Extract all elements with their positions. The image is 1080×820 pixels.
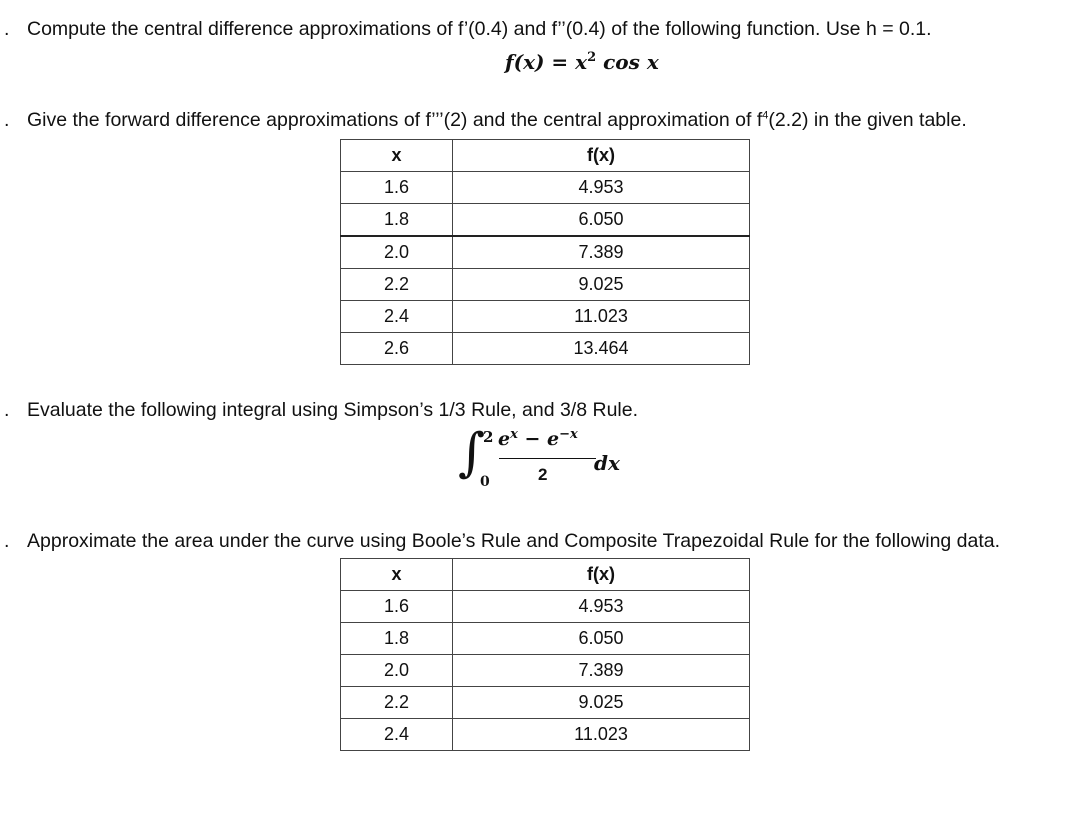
- table-row: [341, 301, 750, 333]
- question-2-text-before: Give the forward difference approximations of f’’’(2) and the central approximation of f: [27, 109, 763, 131]
- table-q2-header-fx: f(x): [453, 140, 750, 172]
- numerator-exp-2: −x: [559, 427, 578, 442]
- table-cell-fx: 13.464: [453, 333, 750, 365]
- table-cell-fx: 4.953: [453, 172, 750, 204]
- table-row: [341, 719, 750, 751]
- question-2-marker: .: [4, 109, 10, 131]
- table-cell-fx: 11.023: [453, 301, 750, 333]
- table-cell-x: 1.8: [341, 623, 453, 655]
- formula-rhs: cos x: [596, 50, 659, 74]
- integral-numerator: [498, 427, 578, 450]
- formula-exponent: 2: [587, 50, 597, 65]
- table-q2: [340, 139, 750, 365]
- question-1-marker: .: [4, 18, 10, 40]
- table-cell-fx: 7.389: [453, 655, 750, 687]
- numerator-exp-1: x: [510, 427, 518, 442]
- function-formula: [505, 50, 659, 74]
- table-cell-x: 1.8: [341, 204, 453, 237]
- integral-lower-limit: 0: [480, 474, 490, 490]
- question-4-text: Approximate the area under the curve using Boole’s Rule and Composite Trapezoidal Rule for the following data.: [27, 530, 1001, 552]
- question-2-text-after: (2.2) in the given table.: [768, 109, 967, 131]
- question-3-marker: .: [4, 399, 10, 421]
- table-row: [341, 172, 750, 204]
- question-2-text: [27, 109, 967, 132]
- table-cell-fx: 11.023: [453, 719, 750, 751]
- table-cell-x: 2.0: [341, 236, 453, 269]
- table-q4-header-x: x: [341, 559, 453, 591]
- table-cell-x: 2.4: [341, 719, 453, 751]
- fraction-bar: [499, 458, 596, 459]
- table-cell-x: 2.2: [341, 269, 453, 301]
- integral-sign: ∫: [458, 423, 486, 483]
- table-cell-fx: 9.025: [453, 687, 750, 719]
- table-cell-fx: 7.389: [453, 236, 750, 269]
- table-row: [341, 687, 750, 719]
- table-row: [341, 591, 750, 623]
- table-cell-fx: 6.050: [453, 623, 750, 655]
- table-q4-header-fx: f(x): [453, 559, 750, 591]
- table-cell-x: 2.0: [341, 655, 453, 687]
- numerator-operator: −: [517, 428, 548, 450]
- table-row: [341, 333, 750, 365]
- question-1-text: Compute the central difference approximations of f’(0.4) and f’’(0.4) of the following function. Use h = 0.1.: [27, 18, 932, 40]
- table-q4-header-row: [341, 559, 750, 591]
- question-3-text: Evaluate the following integral using Simpson’s 1/3 Rule, and 3/8 Rule.: [27, 399, 639, 421]
- formula-lhs: f(x) = x: [505, 50, 588, 74]
- integral-expression: [456, 425, 636, 495]
- table-cell-x: 1.6: [341, 172, 453, 204]
- table-cell-x: 2.6: [341, 333, 453, 365]
- integral-differential: dx: [594, 451, 620, 475]
- table-q4: [340, 558, 750, 751]
- table-cell-fx: 9.025: [453, 269, 750, 301]
- table-row: [341, 204, 750, 237]
- integral-upper-limit: 2: [483, 428, 494, 446]
- table-cell-fx: 6.050: [453, 204, 750, 237]
- table-row: [341, 623, 750, 655]
- table-row: [341, 269, 750, 301]
- table-cell-x: 2.2: [341, 687, 453, 719]
- question-2-superscript: 4: [762, 109, 769, 122]
- question-4-marker: .: [4, 530, 10, 552]
- table-cell-x: 2.4: [341, 301, 453, 333]
- table-row: [341, 236, 750, 269]
- numerator-base-2: e: [547, 428, 560, 450]
- table-cell-fx: 4.953: [453, 591, 750, 623]
- table-q2-header-x: x: [341, 140, 453, 172]
- table-cell-x: 1.6: [341, 591, 453, 623]
- integral-denominator: 2: [538, 465, 548, 484]
- table-q2-header-row: [341, 140, 750, 172]
- table-row: [341, 655, 750, 687]
- numerator-base-1: e: [498, 428, 511, 450]
